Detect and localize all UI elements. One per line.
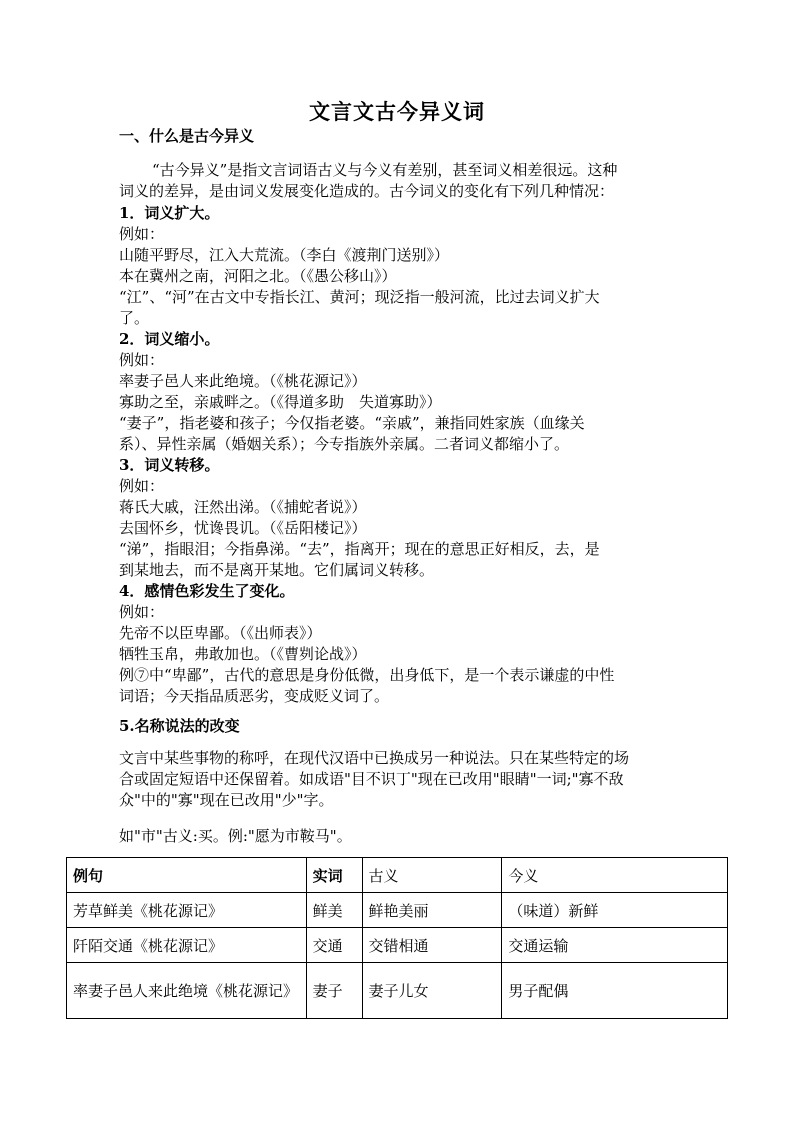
example-label: 例如： bbox=[119, 477, 165, 495]
intro-line: 词义的差异，是由词义发展变化造成的。古今词义的变化有下列几种情况： bbox=[119, 182, 615, 200]
table-cell: 交通运输 bbox=[502, 928, 728, 963]
section5-example: 如"市"古义:买。例:"愿为市鞍马"。 bbox=[119, 827, 352, 845]
table-row bbox=[67, 928, 728, 963]
explanation-line: “妻子”，指老婆和孩子；今仅指老婆。“亲戚”，兼指同姓家族（血缘关 bbox=[119, 414, 585, 432]
table-cell: 率妻子邑人来此绝境《桃花源记》 bbox=[67, 963, 307, 1019]
table-cell: （味道）新鲜 bbox=[502, 893, 728, 928]
section-heading: 一、什么是古今异义 bbox=[119, 127, 255, 145]
explanation-line: 词语；今天指品质恶劣，变成贬义词了。 bbox=[119, 687, 390, 705]
page-title: 文言文古今异义词 bbox=[309, 99, 485, 124]
header-cell: 今义 bbox=[502, 858, 728, 893]
example-sentence: 寡助之至，亲戚畔之。（《得道多助 失道寡助》） bbox=[119, 393, 442, 411]
header-cell: 古义 bbox=[362, 858, 502, 893]
explanation-line: “涕”，指眼泪；今指鼻涕。“去”，指离开；现在的意思正好相反，去，是 bbox=[119, 540, 600, 558]
section-heading: 5.名称说法的改变 bbox=[119, 717, 240, 735]
table-cell: 妻子 bbox=[306, 963, 362, 1019]
table-cell: 男子配偶 bbox=[502, 963, 728, 1019]
section5-line: 众"中的"寡"现在已改用"少"字。 bbox=[119, 791, 334, 809]
case-heading: 2．词义缩小。 bbox=[119, 330, 220, 348]
example-sentence: 蒋氏大戚，汪然出涕。（《捕蛇者说》） bbox=[119, 498, 367, 516]
example-sentence: 去国怀乡，忧谗畏讥。（《岳阳楼记》） bbox=[119, 519, 367, 537]
intro-line: “古今异义”是指文言词语古义与今义有差别，甚至词义相差很远。这种 bbox=[152, 161, 618, 179]
explanation-line: 到某地去，而不是离开某地。它们属词义转移。 bbox=[119, 561, 435, 579]
explanation-line: 例⑦中“卑鄙”，古代的意思是身份低微，出身低下，是一个表示谦虚的中性 bbox=[119, 666, 615, 684]
example-sentence: 牺牲玉帛，弗敢加也。（《曹刿论战》） bbox=[119, 645, 367, 663]
table-row bbox=[67, 963, 728, 1019]
table-row bbox=[67, 893, 728, 928]
explanation-line: 系）、异性亲属（婚姻关系）；今专指族外亲属。二者词义都缩小了。 bbox=[119, 435, 570, 453]
table-cell: 妻子儿女 bbox=[362, 963, 502, 1019]
example-sentence: 率妻子邑人来此绝境。（《桃花源记》） bbox=[119, 372, 367, 390]
vocab-table bbox=[66, 857, 728, 1019]
table-header-row bbox=[67, 858, 728, 893]
example-label: 例如： bbox=[119, 603, 165, 621]
example-sentence: 山随平野尽，江入大荒流。（李白《渡荆门送别》） bbox=[119, 246, 450, 264]
explanation-line: “江”、“河”在古文中专指长江、黄河；现泛指一般河流，比过去词义扩大 bbox=[119, 288, 600, 306]
section5-line: 合或固定短语中还保留着。如成语"目不识丁"现在已改用"眼睛"一词;"寡不敌 bbox=[119, 770, 624, 788]
table-cell: 交通 bbox=[306, 928, 362, 963]
table-cell: 交错相通 bbox=[362, 928, 502, 963]
table-cell: 鲜艳美丽 bbox=[362, 893, 502, 928]
case-heading: 1．词义扩大。 bbox=[119, 204, 220, 222]
explanation-line: 了。 bbox=[119, 309, 150, 327]
example-label: 例如： bbox=[119, 225, 165, 243]
case-heading: 3．词义转移。 bbox=[119, 456, 220, 474]
table-cell: 芳草鲜美《桃花源记》 bbox=[67, 893, 307, 928]
table-cell: 阡陌交通《桃花源记》 bbox=[67, 928, 307, 963]
example-sentence: 先帝不以臣卑鄙。（《出师表》） bbox=[119, 624, 322, 642]
table-cell: 鲜美 bbox=[306, 893, 362, 928]
case-heading: 4．感情色彩发生了变化。 bbox=[119, 582, 295, 600]
example-label: 例如： bbox=[119, 351, 165, 369]
example-sentence: 本在冀州之南，河阳之北。（《愚公移山》） bbox=[119, 267, 397, 285]
header-cell: 例句 bbox=[67, 858, 307, 893]
section5-line: 文言中某些事物的称呼，在现代汉语中已换成另一种说法。只在某些特定的场 bbox=[119, 749, 630, 767]
header-cell: 实词 bbox=[306, 858, 362, 893]
